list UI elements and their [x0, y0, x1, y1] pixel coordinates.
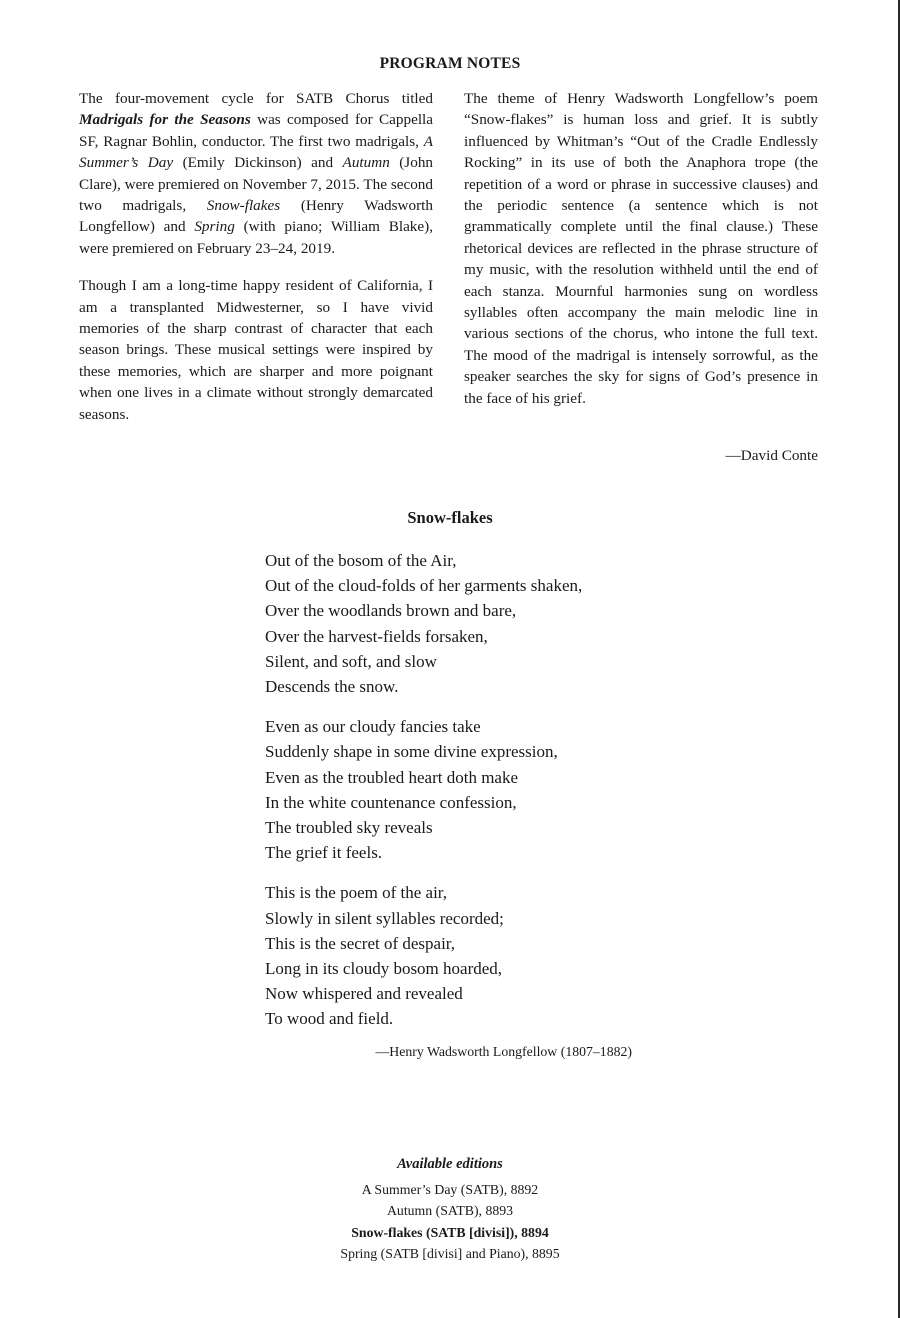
edition-item: Autumn (SATB), 8893 — [386, 1203, 514, 1219]
poem-line: Out of the cloud-folds of her garments shaken, — [265, 576, 583, 596]
poem-line: The grief it feels. — [265, 843, 383, 863]
poem-line: This is the poem of the air, — [265, 883, 448, 903]
poem-line: Slowly in silent syllables recorded; — [265, 908, 504, 928]
notes-signature: —David Conte — [725, 447, 818, 464]
poem-line: The troubled sky reveals — [265, 818, 433, 838]
poem-line: Suddenly shape in some divine expression, — [265, 742, 558, 762]
poem-line: Over the harvest-fields forsaken, — [265, 626, 488, 646]
poem-stanza — [265, 714, 685, 865]
poem-line: Even as our cloudy fancies take — [265, 717, 481, 737]
poem-line: Now whispered and revealed — [265, 984, 463, 1004]
poem-body — [265, 548, 685, 1047]
notes-left-column — [79, 88, 433, 441]
poem-line: Long in its cloudy bosom hoarded, — [265, 959, 503, 979]
madrigal-title: Autumn — [342, 154, 390, 172]
poem-line: Even as the troubled heart doth make — [265, 767, 519, 787]
poem-line: Over the woodlands brown and bare, — [265, 601, 517, 621]
edition-item-highlighted: Snow-flakes (SATB [divisi]), 8894 — [351, 1224, 549, 1240]
notes-paragraph-3: The theme of Henry Wadsworth Longfellow’s poem “Snow-flakes” is human loss and grief. It is subtly influenced by Whitman’s “Out of the Cradle Endlessly Rocking” in its use of both the Anaphora trope (the repetition of a word or phrase in successive clauses) and the periodic sentence (a sentence which is not grammatically complete until the final clause.) These rhetorical devices are reflected in the phrase structure of my music, with the resolution withheld until the end of each stanza. Mournful harmonies sung on wordless syllables often accompany the main melodic line in various sections of the chorus, who intone the full text. The mood of the madrigal is intensely sorrowful, as the speaker searches the sky for signs of God’s presence in the face of his grief. — [464, 90, 818, 407]
edition-item: Spring (SATB [divisi] and Piano), 8895 — [340, 1246, 560, 1262]
edition-item: A Summer’s Day (SATB), 8892 — [361, 1181, 539, 1197]
poem-stanza — [265, 548, 685, 699]
poem-title: Snow-flakes — [407, 508, 493, 527]
available-editions — [0, 1154, 900, 1265]
poem-line: This is the secret of despair, — [265, 933, 456, 953]
poem-line: To wood and field. — [265, 1009, 394, 1029]
editions-heading: Available editions — [397, 1156, 503, 1172]
poem-attribution: —Henry Wadsworth Longfellow (1807–1882) — [375, 1044, 632, 1059]
notes-paragraph-2: Though I am a long-time happy resident of California, I am a transplanted Midwesterner, so I have vivid memories of the sharp contrast of character that each season brings. These musical settings were inspired by these memories, which are sharper and more poignant when one lives in a climate without strongly demarcated seasons. — [79, 277, 433, 423]
madrigal-title: Spring — [194, 218, 235, 236]
poem-line: Silent, and soft, and slow — [265, 651, 437, 671]
madrigal-title: Snow-flakes — [206, 197, 281, 215]
notes-right-column — [464, 88, 818, 425]
madrigal-title: A Summer’s Day — [79, 132, 433, 172]
cycle-title: Madrigals for the Seasons — [79, 111, 251, 129]
page-title: PROGRAM NOTES — [379, 55, 521, 72]
notes-paragraph-1: The four-movement cycle for SATB Chorus titled Madrigals for the Seasons was composed for Cappella SF, Ragnar Bohlin, conductor. The first two madrigals, A Summer’s Day (Emily Dickinson) and Autumn (John Clare), were premiered on November 7, 2015. The second two madrigals, Snow-flakes (Henry Wadsworth Longfellow) and Spring (with piano; William Blake), were premiered on February 23–24, 2019. — [79, 90, 434, 257]
poem-line: Out of the bosom of the Air, — [265, 551, 457, 570]
poem-line: In the white countenance confession, — [265, 792, 517, 812]
poem-stanza — [265, 880, 685, 1031]
poem-line: Descends the snow. — [265, 677, 399, 697]
